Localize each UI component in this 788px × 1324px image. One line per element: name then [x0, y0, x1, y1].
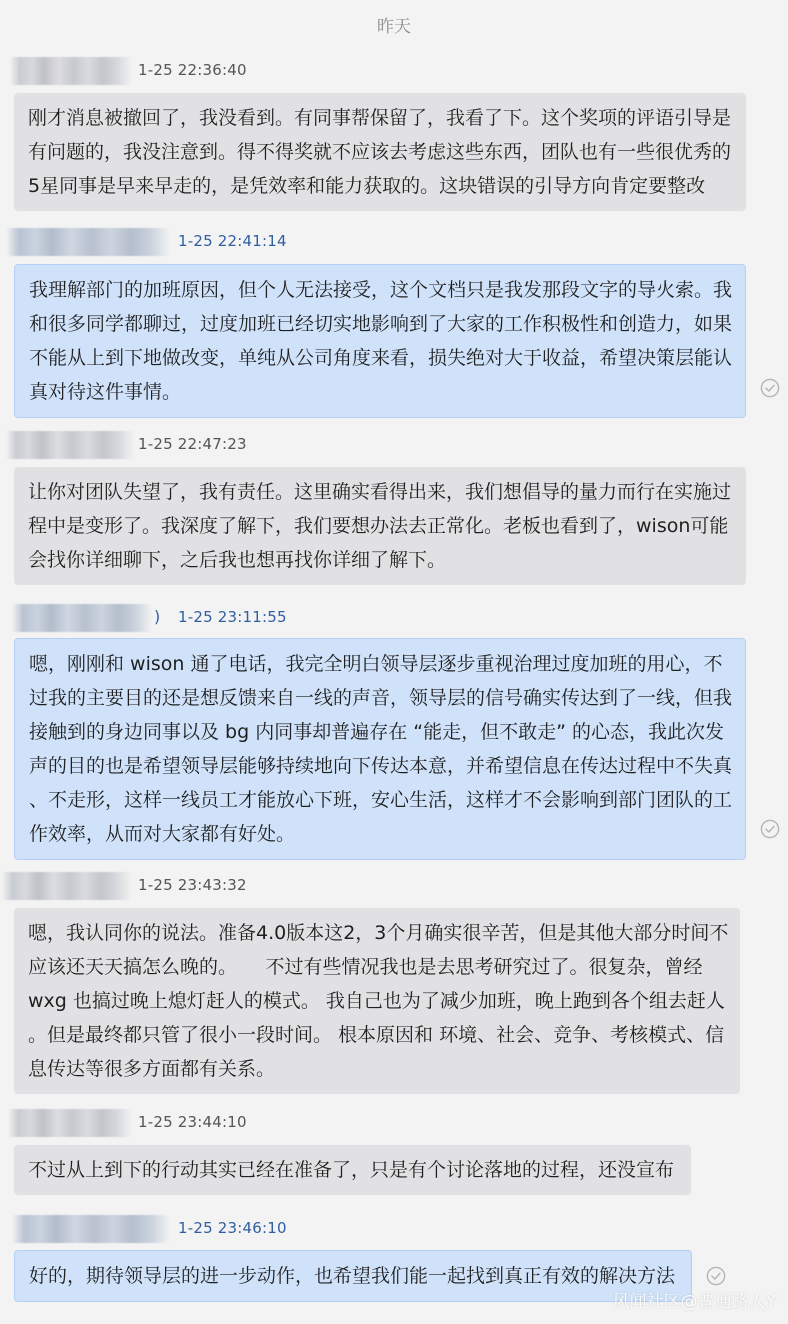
- sender-name-fragment: ): [154, 607, 161, 626]
- message-bubble[interactable]: [14, 93, 746, 211]
- message-line: 刚才消息被撤回了，我没看到。有同事帮保留了，我看了下。这个奖项的评语引导是: [28, 107, 732, 129]
- message-line: 真对待这件事情。: [29, 381, 182, 403]
- message-line: 5星同事是早来早走的，是凭效率和能力获取的。这块错误的引导方向肯定要整改: [28, 175, 706, 197]
- message-line: 。但是最终都只管了很小一段时间。 根本原因和 环境、社会、竞争、考核模式、信: [28, 1024, 725, 1046]
- message-line: 过我的主要目的还是想反馈来自一线的声音，领导层的信号确实传达到了一线，但我: [29, 687, 733, 709]
- message-header: [0, 604, 320, 632]
- message-timestamp: 1-25 23:43:32: [138, 876, 247, 894]
- sender-name-blurred: [2, 872, 132, 900]
- message-bubble[interactable]: [14, 467, 746, 585]
- message-bubble[interactable]: [14, 908, 740, 1094]
- message-line: 会找你详细聊下，之后我也想再找你详细了解下。: [28, 549, 447, 571]
- date-separator: 昨天: [377, 17, 411, 37]
- message-header: [0, 57, 260, 85]
- message-bubble[interactable]: [14, 264, 746, 418]
- message-line: 让你对团队失望了，我有责任。这里确实看得出来，我们想倡导的量力而行在实施过: [28, 481, 732, 503]
- message-line: wxg 也搞过晚上熄灯赶人的模式。 我自己也为了减少加班，晚上跑到各个组去赶人: [28, 990, 725, 1012]
- watermark: 风闻社区@普通路人Y: [612, 1292, 776, 1312]
- message-timestamp: 1-25 23:46:10: [178, 1219, 287, 1237]
- message-timestamp: 1-25 22:41:14: [178, 232, 287, 250]
- message-line: 不能从上到下地做改变，单纯从公司角度来看，损失绝对大于收益，希望决策层能认: [29, 347, 733, 369]
- sender-name-blurred: [10, 57, 132, 85]
- message-line: 声的目的也是希望领导层能够持续地向下传达本意，并希望信息在传达过程中不失真: [29, 755, 733, 777]
- message-header: [0, 1109, 260, 1137]
- message-bubble[interactable]: [14, 638, 746, 860]
- message-header: [0, 872, 260, 900]
- check-circle-icon: [706, 1266, 726, 1286]
- message-line: 作效率，从而对大家都有好处。: [29, 823, 296, 845]
- message-header: [0, 431, 260, 459]
- message-line: 应该还天天搞怎么晚的。 不过有些情况我也是去思考研究过了。很复杂，曾经: [28, 956, 703, 978]
- message-bubble[interactable]: [14, 1145, 691, 1195]
- message-line: 和很多同学都聊过，过度加班已经切实地影响到了大家的工作积极性和创造力，如果: [29, 313, 733, 335]
- message-header: [0, 228, 300, 256]
- message-bubble[interactable]: [14, 1250, 692, 1302]
- check-circle-icon: [760, 378, 780, 398]
- sender-name-blurred: [6, 228, 170, 256]
- check-circle-icon: [760, 819, 780, 839]
- message-line: 息传达等很多方面都有关系。: [28, 1058, 276, 1080]
- sender-name-blurred: [6, 431, 134, 459]
- message-timestamp: 1-25 23:44:10: [138, 1113, 247, 1131]
- message-line: 接触到的身边同事以及 bg 内同事却普遍存在 “能走，但不敢走” 的心态，我此次发: [29, 721, 724, 743]
- sender-name-blurred: [12, 604, 152, 632]
- message-line: 好的，期待领导层的进一步动作，也希望我们能一起找到真正有效的解决方法: [29, 1265, 676, 1287]
- message-timestamp: 1-25 22:36:40: [138, 61, 247, 79]
- message-line: 不过从上到下的行动其实已经在准备了，只是有个讨论落地的过程，还没宣布: [28, 1159, 675, 1181]
- message-timestamp: 1-25 23:11:55: [178, 608, 287, 626]
- sender-name-blurred: [8, 1109, 132, 1137]
- message-line: 我理解部门的加班原因，但个人无法接受，这个文档只是我发那段文字的导火索。我: [29, 279, 733, 301]
- message-line: 嗯，我认同你的说法。准备4.0版本这2，3个月确实很辛苦，但是其他大部分时间不: [28, 922, 729, 944]
- message-timestamp: 1-25 22:47:23: [138, 435, 247, 453]
- message-header: [0, 1215, 300, 1243]
- message-line: 、不走形，这样一线员工才能放心下班，安心生活，这样才不会影响到部门团队的工: [29, 789, 733, 811]
- message-line: 程中是变形了。我深度了解下，我们要想办法去正常化。老板也看到了，wison可能: [28, 515, 729, 537]
- sender-name-blurred: [12, 1215, 170, 1243]
- message-line: 有问题的，我没注意到。得不得奖就不应该去考虑这些东西，团队也有一些很优秀的: [28, 141, 732, 163]
- message-line: 嗯，刚刚和 wison 通了电话，我完全明白领导层逐步重视治理过度加班的用心，不: [29, 653, 723, 675]
